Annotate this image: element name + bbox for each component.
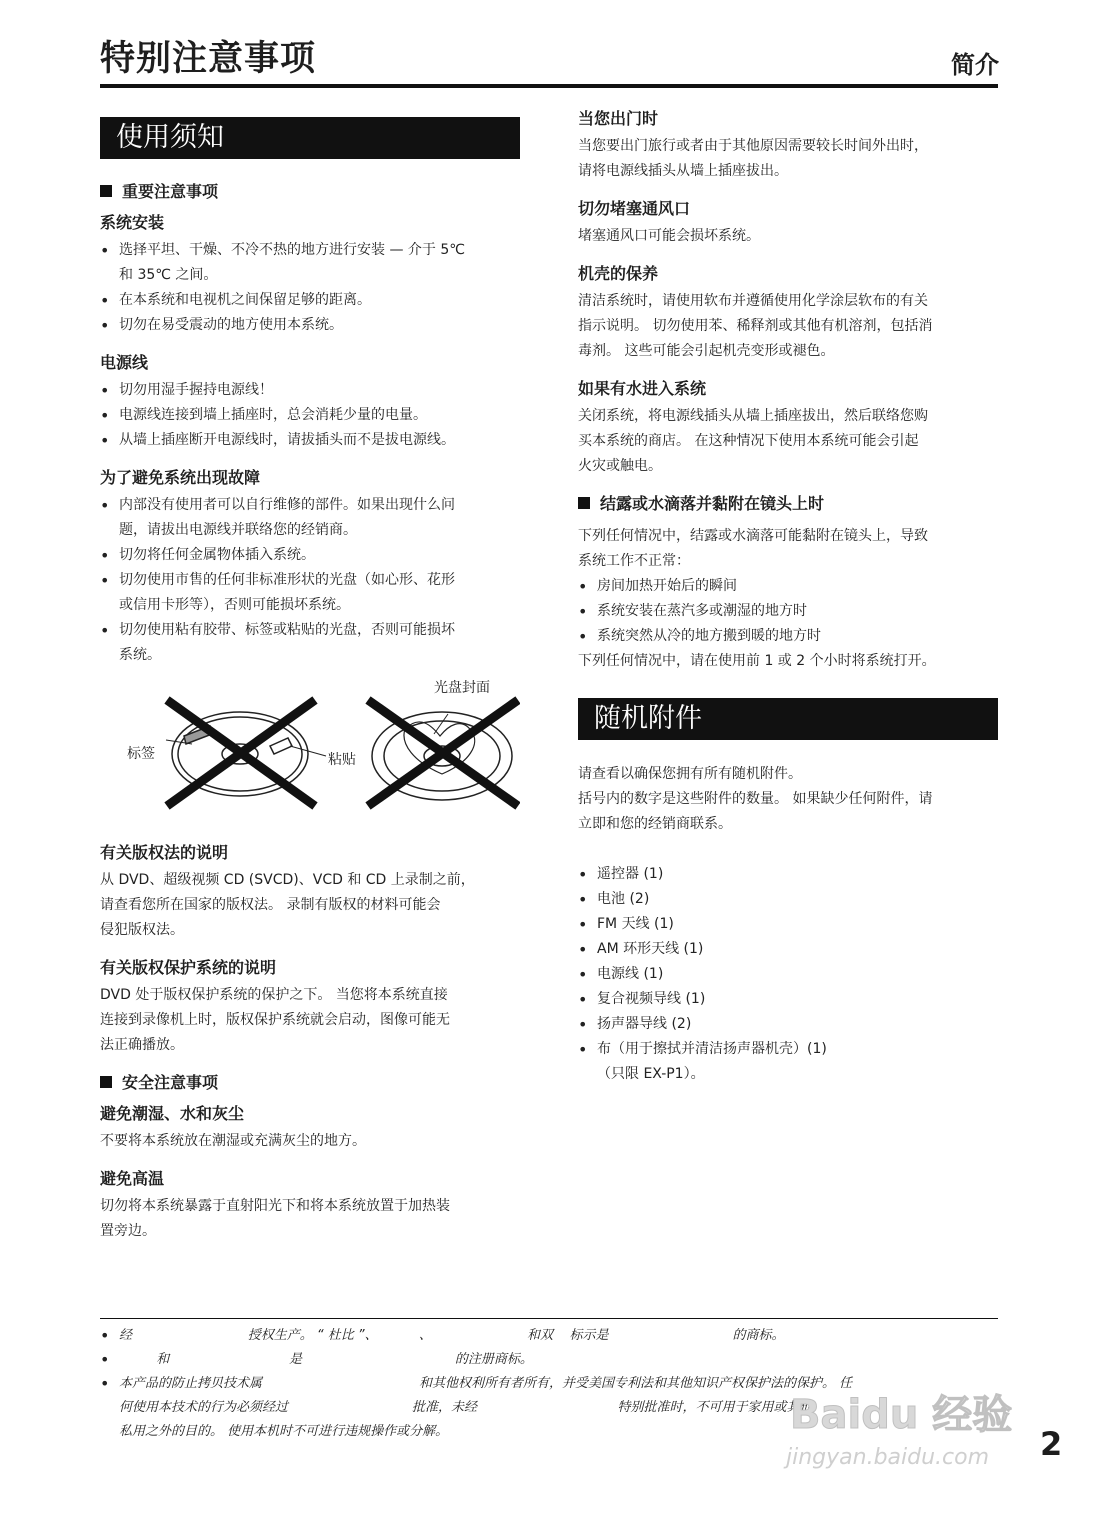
disc-diagram-svg bbox=[100, 674, 520, 824]
footnote: • 经 授权生产。 “ 杜比 ”、 、 和双 标示是 的商标。 bbox=[100, 1324, 998, 1348]
water-line: 火灾或触电。 bbox=[578, 458, 662, 474]
cabinet-line: 毒剂。 这些可能会引起机壳变形或褪色。 bbox=[578, 343, 835, 359]
accessory-item: • AM 环形天线 (1) bbox=[578, 937, 998, 962]
accessory-item: • 复合视频导线 (1) bbox=[578, 987, 998, 1012]
list-item: • 系统突然从冷的地方搬到暖的地方时 bbox=[578, 624, 998, 649]
accessory-item: • FM 天线 (1) bbox=[578, 912, 998, 937]
list-item: • 电源线连接到墙上插座时，总会消耗少量的电量。 bbox=[100, 403, 520, 428]
condensation-heading: 结露或水滴落并黏附在镜头上时 bbox=[578, 493, 998, 515]
copyright-line: 侵犯版权法。 bbox=[100, 922, 184, 938]
fault-heading: 为了避免系统出现故障 bbox=[100, 468, 261, 487]
page-number: 2 bbox=[1040, 1425, 1063, 1463]
cross-mark-icon bbox=[167, 700, 315, 806]
condensation-outro: 下列任何情况中，请在使用前 1 或 2 个小时将系统打开。 bbox=[578, 653, 936, 669]
square-bullet-icon bbox=[100, 185, 112, 197]
away-line: 当您要出门旅行或者由于其他原因需要较长时间外出时， bbox=[578, 138, 928, 154]
vent-line: 堵塞通风口可能会损坏系统。 bbox=[578, 228, 760, 244]
heat-line: 切勿将本系统暴露于直射阳光下和将本系统放置于加热装 bbox=[100, 1198, 450, 1214]
section-label: 简介 bbox=[951, 51, 999, 79]
accessory-item: • 扬声器导线 (2) bbox=[578, 1012, 998, 1037]
square-bullet-icon bbox=[578, 497, 590, 509]
list-item: • 选择平坦、干燥、不冷不热的地方进行安装 — 介于 5℃ 和 35℃ 之间。 bbox=[100, 238, 520, 288]
protection-line: DVD 处于版权保护系统的保护之下。 当您将本系统直接 bbox=[100, 987, 448, 1003]
condensation-intro: 下列任何情况中，结露或水滴落可能黏附在镜头上，导致 bbox=[578, 528, 928, 544]
condensation-list bbox=[578, 574, 998, 649]
water-line: 关闭系统，将电源线插头从墙上插座拔出，然后联络您购 bbox=[578, 408, 928, 424]
header-rule bbox=[100, 84, 998, 88]
list-item: • 切勿将任何金属物体插入系统。 bbox=[100, 543, 520, 568]
cabinet-heading: 机壳的保养 bbox=[578, 264, 659, 283]
safety-heading: 安全注意事项 bbox=[100, 1072, 520, 1094]
footnote: • 本产品的防止拷贝技术属 和其他权利所有者所有，并受美国专利法和其他知识产权保护法的保护。 任 何使用本技术的行为必须经过 批准，未经 特别批准时，不可用于家用或其他 私用之外的目的。 使用本机时不可进行违规操作或分解。 bbox=[100, 1372, 998, 1444]
accessory-item: • 遥控器 (1) bbox=[578, 862, 998, 887]
power-heading: 电源线 bbox=[100, 353, 149, 372]
condensation-intro: 系统工作不正常： bbox=[578, 553, 690, 569]
water-line: 买本系统的商店。 在这种情况下使用本系统可能会引起 bbox=[578, 433, 919, 449]
accessories-intro: 括号内的数字是这些附件的数量。 如果缺少任何附件，请 bbox=[578, 791, 933, 807]
install-heading: 系统安装 bbox=[100, 213, 165, 232]
list-item: • 房间加热开始后的瞬间 bbox=[578, 574, 998, 599]
power-list bbox=[100, 378, 520, 453]
cross-mark-icon bbox=[368, 700, 518, 806]
label-tag: 标签 bbox=[127, 746, 155, 762]
away-line: 请将电源线插头从墙上插座拔出。 bbox=[578, 163, 788, 179]
cabinet-line: 清洁系统时，请使用软布并遵循使用化学涂层软布的有关 bbox=[578, 293, 928, 309]
accessory-item: • 布（用于擦拭并清洁扬声器机壳）(1) （只限 EX-P1）。 bbox=[578, 1037, 998, 1087]
copyright-heading: 有关版权法的说明 bbox=[100, 843, 229, 862]
copyright-line: 从 DVD、超级视频 CD (SVCD)、VCD 和 CD 上录制之前， bbox=[100, 872, 475, 888]
square-bullet-icon bbox=[100, 1076, 112, 1088]
accessories-list bbox=[578, 862, 998, 1087]
page-title: 特别注意事项 bbox=[100, 39, 317, 79]
right-column bbox=[578, 108, 998, 1087]
copyright-line: 请查看您所在国家的版权法。 录制有版权的材料可能会 bbox=[100, 897, 441, 913]
vent-heading: 切勿堵塞通风口 bbox=[578, 199, 691, 218]
left-column bbox=[100, 117, 520, 1244]
footer-rule bbox=[100, 1318, 998, 1319]
away-heading: 当您出门时 bbox=[578, 109, 659, 128]
watermark-url: jingyan.baidu.com bbox=[786, 1445, 990, 1470]
list-item: • 切勿使用市售的任何非标准形状的光盘（如心形、花形 或信用卡形等），否则可能损坏系统。 bbox=[100, 568, 520, 618]
protection-line: 法正确播放。 bbox=[100, 1037, 184, 1053]
label-disc-cover: 光盘封面 bbox=[434, 680, 490, 696]
list-item: • 切勿使用粘有胶带、标签或粘贴的光盘，否则可能损坏 系统。 bbox=[100, 618, 520, 668]
heat-line: 置旁边。 bbox=[100, 1223, 156, 1239]
heat-heading: 避免高温 bbox=[100, 1169, 165, 1188]
section-bar-usage: 使用须知 bbox=[100, 117, 520, 159]
list-item: • 从墙上插座断开电源线时，请拔插头而不是拔电源线。 bbox=[100, 428, 520, 453]
list-item: • 切勿在易受震动的地方使用本系统。 bbox=[100, 313, 520, 338]
moisture-heading: 避免潮湿、水和灰尘 bbox=[100, 1104, 245, 1123]
water-heading: 如果有水进入系统 bbox=[578, 379, 707, 398]
list-item: • 内部没有使用者可以自行维修的部件。如果出现什么问 题，请拔出电源线并联络您的经销商。 bbox=[100, 493, 520, 543]
accessories-intro: 立即和您的经销商联系。 bbox=[578, 816, 732, 832]
section-bar-accessories: 随机附件 bbox=[578, 698, 998, 740]
accessory-item: • 电池 (2) bbox=[578, 887, 998, 912]
install-list bbox=[100, 238, 520, 338]
cabinet-line: 指示说明。 切勿使用苯、稀释剂或其他有机溶剂，包括消 bbox=[578, 318, 933, 334]
moisture-line: 不要将本系统放在潮湿或充满灰尘的地方。 bbox=[100, 1133, 366, 1149]
label-sticker: 粘贴 bbox=[328, 752, 356, 768]
protection-heading: 有关版权保护系统的说明 bbox=[100, 958, 277, 977]
baidu-watermark bbox=[780, 1380, 1030, 1472]
important-heading: 重要注意事项 bbox=[100, 181, 520, 203]
list-item: • 切勿用湿手握持电源线！ bbox=[100, 378, 520, 403]
protection-line: 连接到录像机上时，版权保护系统就会启动，图像可能无 bbox=[100, 1012, 450, 1028]
watermark-brand: Baidu 经验 bbox=[790, 1392, 1013, 1438]
fault-list bbox=[100, 493, 520, 668]
accessories-intro: 请查看以确保您拥有所有随机附件。 bbox=[578, 766, 802, 782]
list-item: • 系统安装在蒸汽多或潮湿的地方时 bbox=[578, 599, 998, 624]
footnote: • 和 是 的注册商标。 bbox=[100, 1348, 998, 1372]
list-item: • 在本系统和电视机之间保留足够的距离。 bbox=[100, 288, 520, 313]
accessory-item: • 电源线 (1) bbox=[578, 962, 998, 987]
disc-diagram bbox=[100, 674, 520, 824]
